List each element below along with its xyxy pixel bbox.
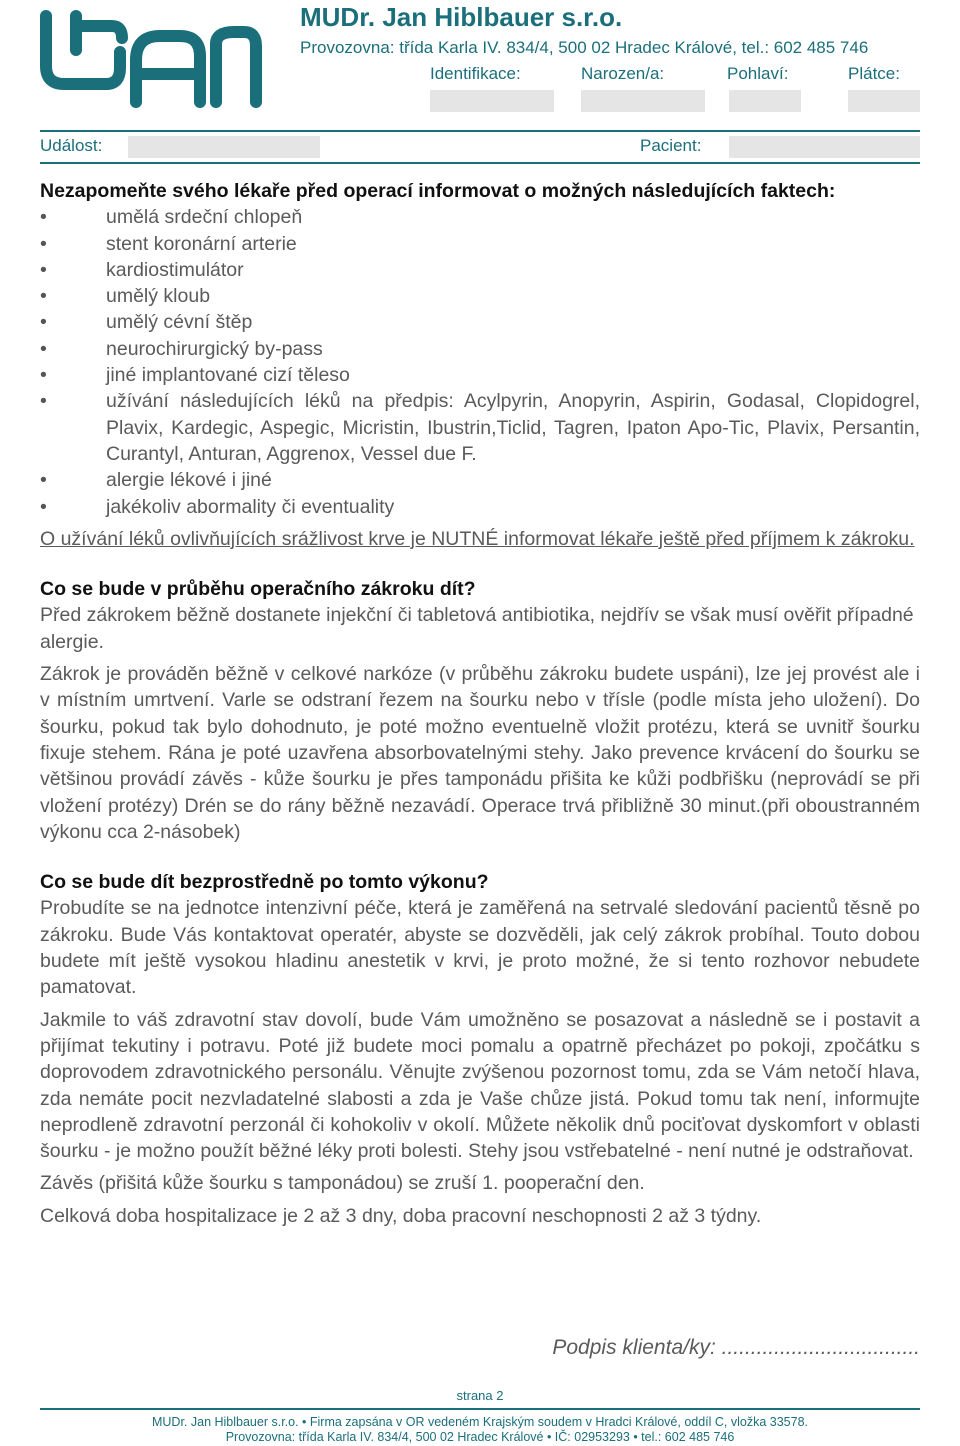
uran-logo bbox=[40, 4, 264, 112]
client-signature-line[interactable]: Podpis klienta/ky: .................................. bbox=[552, 1336, 920, 1359]
event-label: Událost: bbox=[40, 136, 103, 155]
payer-field[interactable] bbox=[848, 90, 920, 112]
paragraph: Závěs (přišitá kůže šourku s tamponádou) se zruší 1. pooperační den. bbox=[40, 1172, 645, 1195]
paragraph: Probudíte se na jednotce intenzivní péče, která je zaměřená na setrvalé sledování pacientů těsně po zákroku. Bude Vás kontaktovat operatér, abyste se dozvěděli, jak celý zákrok probíhal. Touto dobou budete mít ještě vysokou hladinu anestetik v krvi, je proto možné, že si tento rozhovor nebudete pamatovat. bbox=[40, 897, 920, 999]
payer-label: Plátce: bbox=[848, 64, 900, 83]
identification-field[interactable] bbox=[430, 90, 554, 112]
paragraph: Před zákrokem běžně dostanete injekční či tabletová antibiotika, nejdřív se však musí ověřit případné alergie. bbox=[40, 604, 914, 653]
patient-label: Pacient: bbox=[640, 136, 702, 155]
footer-line-address: Provozovna: třída Karla IV. 834/4, 500 02 Hradec Králové • IČ: 02953293 • tel.: 602 485 746 bbox=[225, 1430, 735, 1444]
footer-line-company: MUDr. Jan Hiblbauer s.r.o. • Firma zapsána v OR vedeném Krajským soudem v Hradci Králové, oddíl C, vložka 33578. bbox=[151, 1415, 809, 1429]
patient-field[interactable] bbox=[729, 136, 920, 158]
birth-date-field[interactable] bbox=[581, 90, 705, 112]
section-heading-after-surgery: Co se bude dít bezprostředně po tomto výkonu? bbox=[40, 871, 489, 894]
gender-label: Pohlaví: bbox=[727, 64, 789, 83]
document-body bbox=[40, 178, 920, 1229]
header-divider-top bbox=[40, 130, 920, 132]
identification-label: Identifikace: bbox=[430, 64, 521, 83]
section-heading-during-surgery: Co se bude v průběhu operačního zákroku dít? bbox=[40, 578, 476, 601]
anticoagulant-warning: O užívání léků ovlivňujících srážlivost krve je NUTNÉ informovat lékaře ještě před příjmem k zákroku. bbox=[40, 527, 915, 550]
list-item: • umělý kloub bbox=[40, 283, 920, 309]
company-address: Provozovna: třída Karla IV. 834/4, 500 02 Hradec Králové, tel.: 602 485 746 bbox=[300, 38, 869, 57]
footer-divider bbox=[40, 1408, 920, 1410]
list-item: • alergie lékové i jiné bbox=[40, 467, 920, 493]
gender-field[interactable] bbox=[729, 90, 801, 112]
intro-heading: Nezapomeňte svého lékaře před operací informovat o možných následujících faktech: bbox=[40, 180, 836, 202]
paragraph: Jakmile to váš zdravotní stav dovolí, bude Vám umožněno se posazovat a následně se i postavit a přijímat tekutiny i potravu. Poté již budete moci pomalu a opatrně přecházet po pokoji, zpočátku s doprovodem zdravotnického personálu. Věnujte zvýšenou pozornost tomu, zda se Vám netočí hlava, zda nemáte pocit nezvladatelné slabosti a zda je Vaše chůze jistá. Pokud tomu tak není, informujte neprodleně zdravotní perzonál či kohokoliv v okolí. Můžete několik dnů pociťovat dyskomfort v oblasti šourku - je možno použít běžné léky proti bolesti. Stehy jsou vstřebatelné - není nutné je odstraňovat. bbox=[40, 1008, 920, 1163]
list-item: • umělý cévní štěp bbox=[40, 309, 920, 335]
list-item: • jakékoliv abormality či eventuality bbox=[40, 494, 920, 520]
list-item: • jiné implantované cizí těleso bbox=[40, 362, 920, 388]
birth-date-label: Narozen/a: bbox=[581, 64, 665, 83]
page-number: strana 2 bbox=[456, 1388, 504, 1403]
paragraph: Celková doba hospitalizace je 2 až 3 dny, doba pracovní neschopnosti 2 až 3 týdny. bbox=[40, 1204, 762, 1227]
risk-factor-list bbox=[40, 204, 920, 520]
paragraph: Zákrok je prováděn běžně v celkové narkóze (v průběhu zákroku budete uspáni), lze jej provést ale i v místním umrtvení. Varle se odstraní řezem na šourku nebo v třísle (podle místa jeho uložení). Do šourku, pokud tak bylo dohodnuto, je poté možno eventuelně vložit protézu, která se uvnitř šourku fixuje stehem. Rána je poté uzavřena absorbovatelnými stehy. Jako prevence krvácení do šourku se většinou provádí závěs - kůže šourku je přes tamponádu přišita ke kůži podbřišku (neprovádí se při vložení protézy) Drén se do rány běžně nezavádí. Operace trvá přibližně 30 minut.(při oboustranném výkonu cca 2-násobek) bbox=[40, 663, 920, 843]
list-item: • umělá srdeční chlopeň bbox=[40, 204, 920, 230]
event-field[interactable] bbox=[128, 136, 320, 158]
list-item: • užívání následujících léků na předpis: Acylpyrin, Anopyrin, Aspirin, Godasal, Clopidogrel, Plavix, Kardegic, Aspegic, Micristin, Ibustrin,Ticlid, Tagren, Ipaton Apo-Tic, Plavix, Persantin, Curantyl, Anturan, Aggrenox, Vessel due F. bbox=[40, 388, 920, 467]
company-name: MUDr. Jan Hiblbauer s.r.o. bbox=[300, 2, 623, 32]
list-item: • kardiostimulátor bbox=[40, 257, 920, 283]
list-item: • stent koronární arterie bbox=[40, 231, 920, 257]
list-item: • neurochirurgický by-pass bbox=[40, 336, 920, 362]
header-divider-bottom bbox=[40, 162, 920, 164]
